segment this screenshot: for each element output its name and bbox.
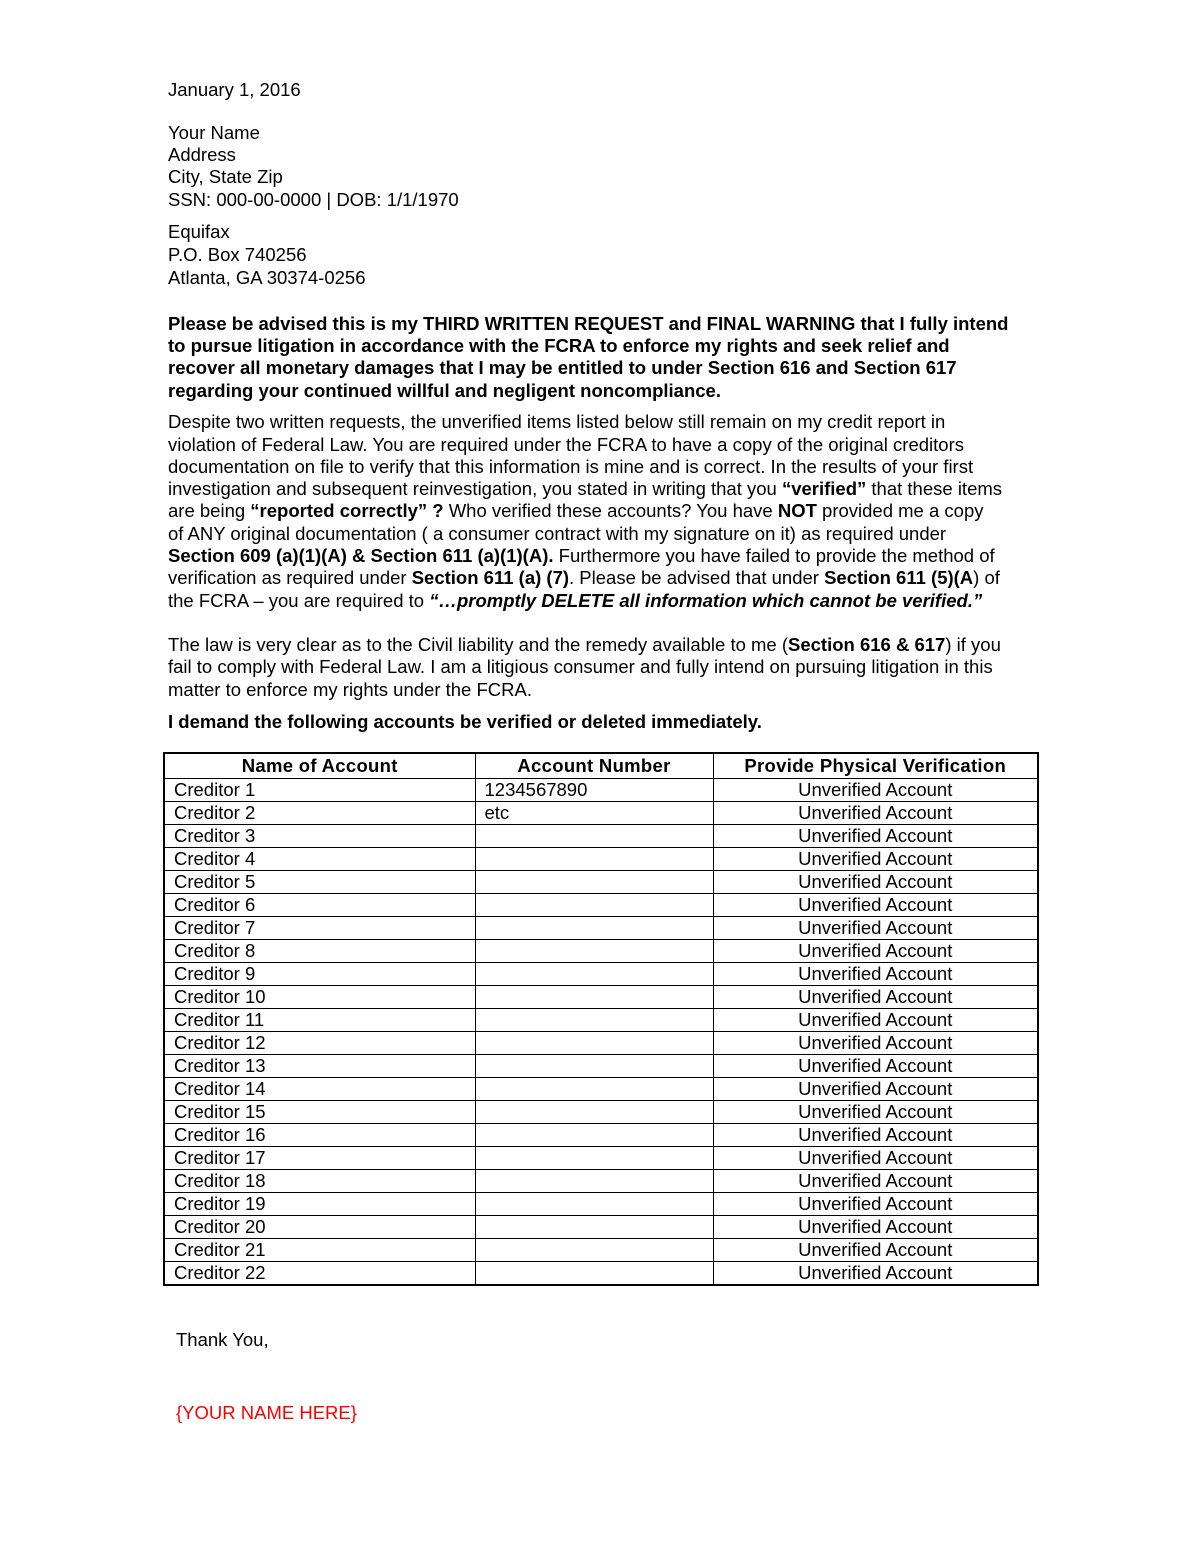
recipient-city-state-zip: Atlanta, GA 30374-0256 <box>168 267 366 288</box>
warning-line: regarding your continued willful and negligent noncompliance. <box>168 380 721 401</box>
law-text: ) if you <box>945 634 1001 655</box>
account-number-cell <box>475 1078 713 1101</box>
account-number-cell: 1234567890 <box>475 779 713 802</box>
verification-status-cell: Unverified Account <box>713 1055 1038 1078</box>
table-row <box>164 1101 1038 1124</box>
closing: Thank You, <box>176 1329 269 1350</box>
body-line <box>168 545 995 567</box>
table-row <box>164 917 1038 940</box>
header-name-of-account: Name of Account <box>164 753 475 779</box>
sender-ssn-dob: SSN: 000-00-0000 | DOB: 1/1/1970 <box>168 189 459 210</box>
account-name-cell: Creditor 12 <box>164 1032 475 1055</box>
letter-date: January 1, 2016 <box>168 79 301 100</box>
account-name-cell: Creditor 10 <box>164 986 475 1009</box>
account-number-cell <box>475 894 713 917</box>
verification-status-cell: Unverified Account <box>713 940 1038 963</box>
verification-status-cell: Unverified Account <box>713 1009 1038 1032</box>
table-row <box>164 848 1038 871</box>
body-text: provided me a copy <box>816 500 984 521</box>
account-number-cell <box>475 963 713 986</box>
body-text: are being <box>168 500 251 521</box>
body-line: documentation on file to verify that this information is mine and is correct. In the results of your first <box>168 456 974 477</box>
account-number-cell: etc <box>475 802 713 825</box>
table-row <box>164 802 1038 825</box>
verification-status-cell: Unverified Account <box>713 1101 1038 1124</box>
body-text: investigation and subsequent reinvestigation, you stated in writing that you <box>168 478 782 499</box>
account-name-cell: Creditor 11 <box>164 1009 475 1032</box>
law-line: fail to comply with Federal Law. I am a litigious consumer and fully intend on pursuing litigation in this <box>168 656 993 677</box>
table-row <box>164 940 1038 963</box>
account-name-cell: Creditor 6 <box>164 894 475 917</box>
account-name-cell: Creditor 5 <box>164 871 475 894</box>
body-text: verification as required under <box>168 567 412 588</box>
account-number-cell <box>475 1009 713 1032</box>
body-line <box>168 567 1000 589</box>
section-reference: Section 616 & 617 <box>788 634 946 655</box>
account-name-cell: Creditor 16 <box>164 1124 475 1147</box>
account-name-cell: Creditor 9 <box>164 963 475 986</box>
account-name-cell: Creditor 3 <box>164 825 475 848</box>
section-reference: Section 611 (5)(A <box>824 567 974 588</box>
account-name-cell: Creditor 20 <box>164 1216 475 1239</box>
account-number-cell <box>475 917 713 940</box>
verification-status-cell: Unverified Account <box>713 986 1038 1009</box>
quote-reported-correctly: “reported correctly” ? <box>250 500 444 521</box>
account-number-cell <box>475 1216 713 1239</box>
table-header-row <box>164 753 1038 779</box>
table-row <box>164 986 1038 1009</box>
recipient-name: Equifax <box>168 221 230 242</box>
body-line: violation of Federal Law. You are required under the FCRA to have a copy of the original creditors <box>168 434 964 455</box>
verification-status-cell: Unverified Account <box>713 1262 1038 1286</box>
table-row <box>164 1032 1038 1055</box>
account-name-cell: Creditor 13 <box>164 1055 475 1078</box>
table-row <box>164 1009 1038 1032</box>
delete-quote: “…promptly DELETE all information which cannot be verified.” <box>429 590 983 611</box>
accounts-table-body <box>164 779 1038 1286</box>
account-number-cell <box>475 825 713 848</box>
warning-line: to pursue litigation in accordance with the FCRA to enforce my rights and seek relief and <box>168 335 950 356</box>
account-name-cell: Creditor 7 <box>164 917 475 940</box>
body-line <box>168 478 1002 500</box>
warning-line: Please be advised this is my THIRD WRITTEN REQUEST and FINAL WARNING that I fully intend <box>168 313 1009 334</box>
body-text: Who verified these accounts? You have <box>443 500 778 521</box>
verification-status-cell: Unverified Account <box>713 848 1038 871</box>
recipient-po-box: P.O. Box 740256 <box>168 244 307 265</box>
table-row <box>164 1193 1038 1216</box>
table-row <box>164 1124 1038 1147</box>
table-row <box>164 779 1038 802</box>
account-number-cell <box>475 871 713 894</box>
section-reference: Section 611 (a) (7) <box>411 567 570 588</box>
header-account-number: Account Number <box>475 753 713 779</box>
account-number-cell <box>475 1239 713 1262</box>
body-text: the FCRA – you are required to <box>168 590 430 611</box>
header-physical-verification: Provide Physical Verification <box>713 753 1038 779</box>
table-row <box>164 894 1038 917</box>
account-number-cell <box>475 1101 713 1124</box>
account-number-cell <box>475 1124 713 1147</box>
verification-status-cell: Unverified Account <box>713 1078 1038 1101</box>
body-text: ) of <box>973 567 1000 588</box>
verification-status-cell: Unverified Account <box>713 1216 1038 1239</box>
table-row <box>164 1170 1038 1193</box>
law-line: matter to enforce my rights under the FCRA. <box>168 679 532 700</box>
table-row <box>164 1262 1038 1286</box>
verification-status-cell: Unverified Account <box>713 963 1038 986</box>
body-line <box>168 500 983 522</box>
body-line: of ANY original documentation ( a consumer contract with my signature on it) as required under <box>168 523 947 544</box>
section-reference: Section 609 (a)(1)(A) & Section 611 (a)(1)(A). <box>168 545 554 566</box>
emphasis-not: NOT <box>777 500 817 521</box>
verification-status-cell: Unverified Account <box>713 871 1038 894</box>
demand-statement: I demand the following accounts be verified or deleted immediately. <box>168 711 762 732</box>
table-row <box>164 1078 1038 1101</box>
sender-name: Your Name <box>168 122 260 143</box>
sender-address: Address <box>168 144 236 165</box>
sender-city-state-zip: City, State Zip <box>168 166 283 187</box>
body-line: Despite two written requests, the unverified items listed below still remain on my credit report in <box>168 411 946 432</box>
account-name-cell: Creditor 1 <box>164 779 475 802</box>
verification-status-cell: Unverified Account <box>713 917 1038 940</box>
verification-status-cell: Unverified Account <box>713 1032 1038 1055</box>
table-row <box>164 1216 1038 1239</box>
verification-status-cell: Unverified Account <box>713 894 1038 917</box>
account-number-cell <box>475 1032 713 1055</box>
body-line <box>168 590 982 612</box>
quote-verified: “verified” <box>781 478 867 499</box>
account-name-cell: Creditor 4 <box>164 848 475 871</box>
table-row <box>164 1147 1038 1170</box>
body-text: that these items <box>866 478 1003 499</box>
table-row <box>164 871 1038 894</box>
accounts-table <box>163 752 1039 1286</box>
body-text: Furthermore you have failed to provide the method of <box>553 545 995 566</box>
verification-status-cell: Unverified Account <box>713 825 1038 848</box>
account-number-cell <box>475 1193 713 1216</box>
account-name-cell: Creditor 17 <box>164 1147 475 1170</box>
account-number-cell <box>475 848 713 871</box>
table-row <box>164 963 1038 986</box>
body-text: . Please be advised that under <box>569 567 825 588</box>
account-name-cell: Creditor 14 <box>164 1078 475 1101</box>
verification-status-cell: Unverified Account <box>713 1193 1038 1216</box>
account-number-cell <box>475 1055 713 1078</box>
account-number-cell <box>475 986 713 1009</box>
account-name-cell: Creditor 18 <box>164 1170 475 1193</box>
account-name-cell: Creditor 8 <box>164 940 475 963</box>
law-line <box>168 634 1001 656</box>
account-number-cell <box>475 1147 713 1170</box>
verification-status-cell: Unverified Account <box>713 779 1038 802</box>
warning-line: recover all monetary damages that I may be entitled to under Section 616 and Section 617 <box>168 357 957 378</box>
verification-status-cell: Unverified Account <box>713 1124 1038 1147</box>
account-number-cell <box>475 940 713 963</box>
table-row <box>164 1239 1038 1262</box>
table-row <box>164 825 1038 848</box>
verification-status-cell: Unverified Account <box>713 1147 1038 1170</box>
account-name-cell: Creditor 19 <box>164 1193 475 1216</box>
account-number-cell <box>475 1170 713 1193</box>
verification-status-cell: Unverified Account <box>713 802 1038 825</box>
verification-status-cell: Unverified Account <box>713 1239 1038 1262</box>
account-name-cell: Creditor 15 <box>164 1101 475 1124</box>
account-name-cell: Creditor 2 <box>164 802 475 825</box>
account-name-cell: Creditor 21 <box>164 1239 475 1262</box>
law-text: The law is very clear as to the Civil liability and the remedy available to me ( <box>168 634 789 655</box>
account-name-cell: Creditor 22 <box>164 1262 475 1286</box>
verification-status-cell: Unverified Account <box>713 1170 1038 1193</box>
table-row <box>164 1055 1038 1078</box>
signature-placeholder: {YOUR NAME HERE} <box>176 1402 357 1423</box>
account-number-cell <box>475 1262 713 1286</box>
